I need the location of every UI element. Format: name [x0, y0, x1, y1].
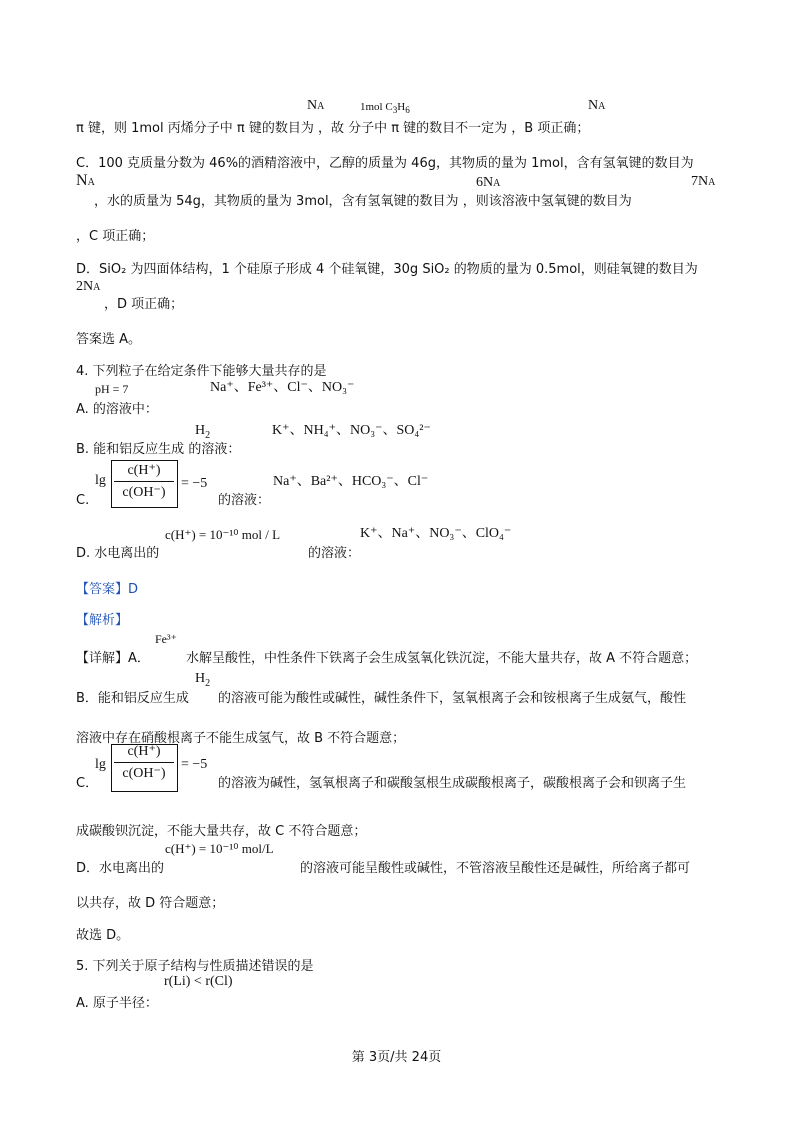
option-b: B. 能和铝反应生成 的溶液：: [76, 442, 241, 457]
formula-h2-2: $H_2$: [195, 671, 211, 689]
formula-7na: 7NA: [691, 174, 716, 189]
formula-na-1: NA: [307, 98, 325, 113]
page-footer: 第 3页/共 24页: [351, 1050, 442, 1065]
formula-r-li-cl: r(Li) < r(Cl): [164, 974, 233, 989]
explain-a-label: 【详解】A．: [76, 651, 150, 666]
formula-h2-1: $H_2$: [195, 423, 211, 441]
explain-d: 的溶液可能呈酸性或碱性，不管溶液呈酸性还是碱性，所给离子都可: [300, 861, 691, 876]
explain-b: 的溶液可能为酸性或碱性，碱性条件下，氢氧根离子会和铵根离子生成氨气，酸性: [218, 691, 687, 706]
text-line-7: 答案选 A。: [76, 332, 142, 347]
text-line-1: π 键，则 1mol 丙烯分子中 π 键的数目为 ，故 分子中 π 键的数目不一定为 ，B 项正确；: [76, 121, 590, 136]
explain-c-cont: 成碳酸钡沉淀，不能大量共存，故 C 不符合题意；: [76, 824, 367, 839]
option-d-suffix: 的溶液：: [308, 546, 361, 561]
text-line-5: D．SiO₂ 为四面体结构，1 个硅原子形成 4 个硅氧键，30g SiO₂ 的物质的量为 0.5mol，则硅氧键的数目为: [76, 262, 698, 277]
formula-ph7: pH = 7: [95, 382, 129, 396]
lg-2: lg: [95, 757, 106, 772]
final-answer: 故选 D。: [76, 928, 130, 943]
answer-label: 【答案】D: [76, 582, 139, 597]
explain-c: 的溶液为碱性，氢氧根离子和碳酸氢根生成碳酸根离子，碳酸根离子会和钡离子生: [218, 776, 687, 791]
formula-ch-1: c(H⁺) = 10⁻¹⁰ mol / L: [165, 527, 281, 542]
analysis-label: 【解析】: [76, 613, 129, 628]
text-line-3: ，水的质量为 54g，其物质的量为 3mol，含有氢氧键的数目为 ，则该溶液中氢氧键的数目为: [94, 194, 632, 209]
explain-c-label: C．: [76, 776, 99, 791]
formula-c3h6: 1mol $C_3H_6$: [360, 101, 410, 116]
text-line-6: ，D 项正确；: [104, 297, 184, 312]
option-c-suffix: 的溶液：: [218, 493, 271, 508]
formula-ch-2: c(H⁺) = 10⁻¹⁰ mol/L: [165, 841, 274, 856]
formula-na-3: NA: [76, 172, 95, 189]
eq-minus5-2: = −5: [181, 757, 208, 772]
explain-b-label: B．能和铝反应生成: [76, 691, 189, 706]
ions-d: K⁺、Na⁺、NO₃⁻、ClO₄⁻: [360, 526, 512, 541]
text-line-4: ，C 项正确；: [76, 229, 155, 244]
ions-b: K⁺、NH₄⁺、NO₃⁻、SO₄²⁻: [272, 423, 431, 438]
text-line-2: C．100 克质量分数为 46%的酒精溶液中，乙醇的质量为 46g，其物质的量为 1mol，含有氢氧键的数目为: [76, 156, 694, 171]
fraction-1: c(H⁺) c(OH⁻): [114, 462, 174, 501]
fraction-2: c(H⁺) c(OH⁻): [114, 743, 174, 782]
option-5a: A. 原子半径：: [76, 996, 158, 1011]
option-c: C.: [76, 493, 90, 508]
ions-a: Na⁺、Fe³⁺、Cl⁻、NO₃⁻: [210, 380, 355, 395]
eq-minus5-1: = −5: [181, 476, 208, 491]
explain-d-cont: 以共存，故 D 符合题意；: [76, 896, 225, 911]
formula-6na: 6NA: [476, 175, 501, 190]
explain-d-label: D．水电离出的: [76, 861, 165, 876]
formula-2na: 2NA: [76, 279, 101, 294]
formula-fe3: Fe³⁺: [155, 632, 177, 646]
formula-na-2: NA: [588, 98, 606, 113]
question-5: 5. 下列关于原子结构与性质描述错误的是: [76, 959, 314, 974]
explain-b-cont: 溶液中存在硝酸根离子不能生成氢气，故 B 不符合题意；: [76, 731, 406, 746]
option-a: A. 的溶液中：: [76, 402, 158, 417]
lg-1: lg: [95, 473, 106, 488]
question-4: 4. 下列粒子在给定条件下能够大量共存的是: [76, 364, 327, 379]
option-d: D. 水电离出的: [76, 546, 160, 561]
ions-c: Na⁺、Ba²⁺、HCO₃⁻、Cl⁻: [273, 474, 429, 489]
explain-a: 水解呈酸性，中性条件下铁离子会生成氢氧化铁沉淀，不能大量共存，故 A 不符合题意；: [186, 651, 698, 666]
